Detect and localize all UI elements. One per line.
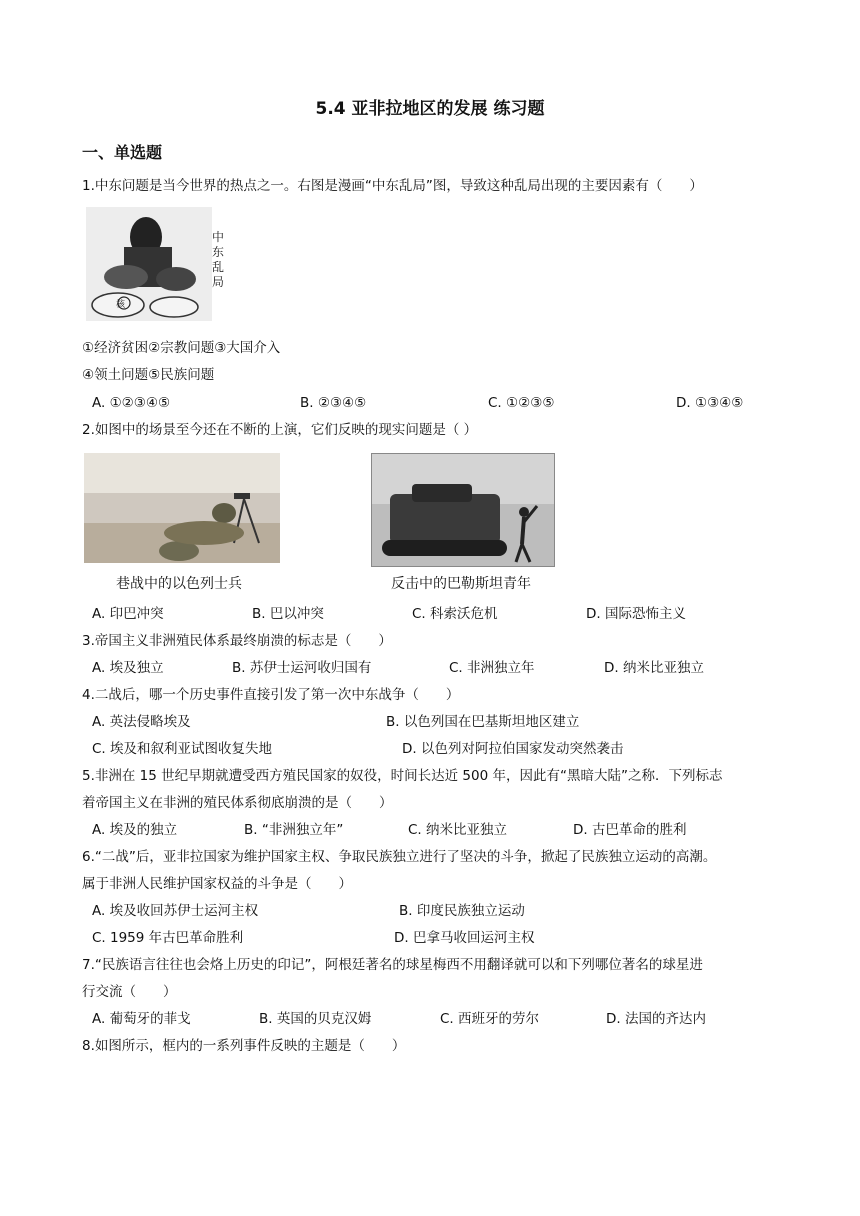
question-8-stem: 8.如图所示，框内的一系列事件反映的主题是（ ） — [82, 1038, 406, 1054]
question-3-option-b[interactable]: B. 苏伊士运河收归国有 — [232, 660, 372, 676]
caption-palestinian-youth: 反击中的巴勒斯坦青年 — [391, 576, 531, 592]
cartoon-image — [86, 207, 212, 321]
question-4-option-d[interactable]: D. 以色列对阿拉伯国家发动突然袭击 — [402, 741, 624, 757]
question-3-stem: 3.帝国主义非洲殖民体系最终崩溃的标志是（ ） — [82, 633, 392, 649]
question-6-option-d[interactable]: D. 巴拿马收回运河主权 — [394, 930, 535, 946]
question-4-stem: 4.二战后，哪一个历史事件直接引发了第一次中东战争（ ） — [82, 687, 460, 703]
question-4-option-c[interactable]: C. 埃及和叙利亚试图收复失地 — [92, 741, 273, 757]
question-6-stem-line-1: 6.“二战”后，亚非拉国家为维护国家主权、争取民族独立进行了坚决的斗争，掀起了民族独立运动的高潮。 — [82, 849, 717, 865]
photo-israeli-soldiers — [84, 453, 280, 563]
question-5-option-c[interactable]: C. 纳米比亚独立 — [408, 822, 508, 838]
question-7-stem-line-2: 行交流（ ） — [82, 984, 177, 1000]
photo-palestinian-youth — [371, 453, 555, 567]
photo-youth-drawing — [372, 454, 554, 566]
cartoon-drawing — [86, 207, 212, 321]
question-3-option-a[interactable]: A. 埃及独立 — [92, 660, 164, 676]
question-1-option-c[interactable]: C. ①②③⑤ — [488, 395, 555, 411]
question-5-option-a[interactable]: A. 埃及的独立 — [92, 822, 178, 838]
question-5-option-d[interactable]: D. 古巴革命的胜利 — [573, 822, 687, 838]
question-6-option-c[interactable]: C. 1959 年古巴革命胜利 — [92, 930, 244, 946]
question-6-option-b[interactable]: B. 印度民族独立运动 — [399, 903, 525, 919]
section-heading: 一、单选题 — [82, 143, 163, 162]
question-5-option-b[interactable]: B. “非洲独立年” — [244, 822, 344, 838]
caption-israeli-soldiers: 巷战中的以色列士兵 — [116, 576, 242, 592]
question-1-line-1: ①经济贫困②宗教问题③大国介入 — [82, 340, 281, 356]
question-1-option-b[interactable]: B. ②③④⑤ — [300, 395, 367, 411]
question-7-stem-line-1: 7.“民族语言往往也会烙上历史的印记”，阿根廷著名的球星梅西不用翻译就可以和下列哪位著名的球星进 — [82, 957, 703, 973]
question-7-option-a[interactable]: A. 葡萄牙的菲戈 — [92, 1011, 191, 1027]
question-1-option-a[interactable]: A. ①②③④⑤ — [92, 395, 171, 411]
cartoon-label: 核 — [116, 300, 126, 310]
question-5-stem-line-2: 着帝国主义在非洲的殖民体系彻底崩溃的是（ ） — [82, 795, 393, 811]
question-4-option-a[interactable]: A. 英法侵略埃及 — [92, 714, 191, 730]
question-2-option-c[interactable]: C. 科索沃危机 — [412, 606, 498, 622]
page-title: 5.4 亚非拉地区的发展 练习题 — [315, 99, 545, 119]
question-3-option-d[interactable]: D. 纳米比亚独立 — [604, 660, 704, 676]
cartoon-caption: 中东乱局 — [212, 230, 225, 289]
question-1-line-2: ④领土问题⑤民族问题 — [82, 367, 215, 383]
question-2-option-d[interactable]: D. 国际恐怖主义 — [586, 606, 686, 622]
question-7-option-d[interactable]: D. 法国的齐达内 — [606, 1011, 706, 1027]
question-2-option-b[interactable]: B. 巴以冲突 — [252, 606, 324, 622]
question-4-option-b[interactable]: B. 以色列国在巴基斯坦地区建立 — [386, 714, 580, 730]
question-2-option-a[interactable]: A. 印巴冲突 — [92, 606, 164, 622]
question-1-stem: 1.中东问题是当今世界的热点之一。右图是漫画“中东乱局”图，导致这种乱局出现的主要因素有（ ） — [82, 178, 703, 194]
question-3-option-c[interactable]: C. 非洲独立年 — [449, 660, 535, 676]
question-6-option-a[interactable]: A. 埃及收回苏伊士运河主权 — [92, 903, 259, 919]
question-7-option-b[interactable]: B. 英国的贝克汉姆 — [259, 1011, 372, 1027]
question-5-stem-line-1: 5.非洲在 15 世纪早期就遭受西方殖民国家的奴役，时间长达近 500 年，因此有“黑暗大陆”之称．下列标志 — [82, 768, 723, 784]
question-7-option-c[interactable]: C. 西班牙的劳尔 — [440, 1011, 540, 1027]
photo-soldiers-drawing — [84, 453, 280, 563]
question-1-option-d[interactable]: D. ①③④⑤ — [676, 395, 744, 411]
question-2-stem: 2.如图中的场景至今还在不断的上演，它们反映的现实问题是（ ） — [82, 422, 478, 438]
question-6-stem-line-2: 属于非洲人民维护国家权益的斗争是（ ） — [82, 876, 352, 892]
